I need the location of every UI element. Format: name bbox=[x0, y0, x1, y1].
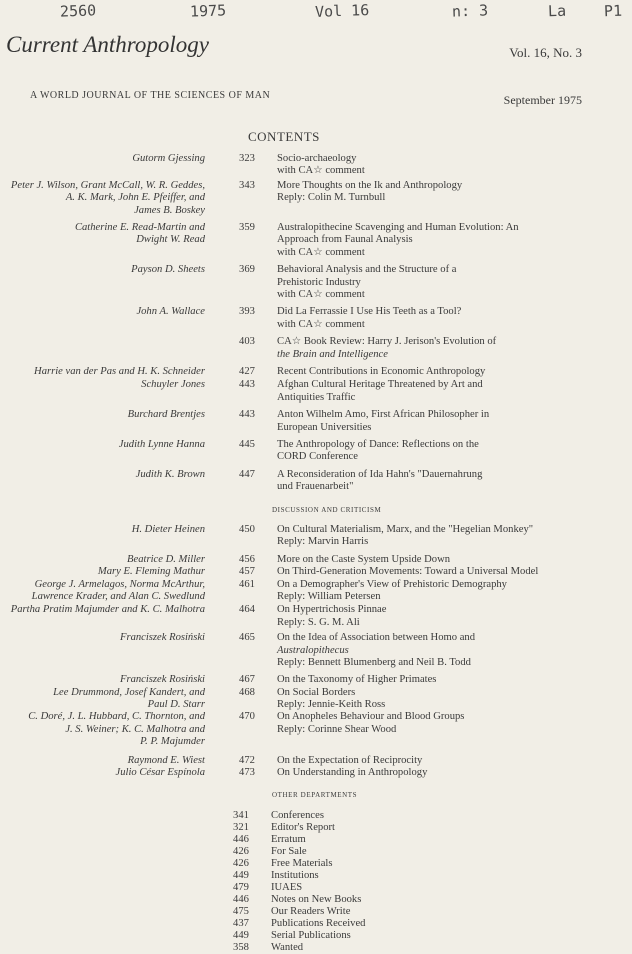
author-line: Lawrence Krader, and Alan C. Swedlund bbox=[31, 590, 205, 602]
author-line: Dwight W. Read bbox=[136, 234, 205, 246]
discussion-heading: DISCUSSION AND CRITICISM bbox=[272, 505, 382, 514]
entry-title bbox=[277, 409, 577, 434]
entry-title bbox=[277, 306, 577, 331]
title-line: Reply: Corinne Shear Wood bbox=[277, 723, 397, 735]
author-line: Franciszek Rosiński bbox=[119, 674, 205, 686]
handwritten-note: 2560 bbox=[59, 1, 97, 21]
department-item bbox=[0, 846, 632, 858]
entry-title bbox=[277, 674, 577, 686]
department-title: Wanted bbox=[271, 941, 304, 953]
toc-entry bbox=[0, 687, 632, 712]
page-number: 446 bbox=[233, 833, 249, 845]
title-line: Reply: Bennett Blumenberg and Neil B. Todd bbox=[277, 656, 471, 668]
entry-title bbox=[277, 153, 577, 178]
page-number: 470 bbox=[239, 711, 255, 723]
toc-entry bbox=[0, 409, 632, 434]
author-line: Harrie van der Pas and H. K. Schneider bbox=[34, 365, 205, 377]
department-title: IUAES bbox=[271, 881, 303, 893]
page-number: 447 bbox=[239, 468, 255, 480]
entry-title bbox=[277, 264, 577, 301]
title-line: Anton Wilhelm Amo, First African Philosopher in bbox=[277, 409, 490, 421]
title-line: Antiquities Traffic bbox=[277, 391, 356, 403]
title-line: More on the Caste System Upside Down bbox=[277, 553, 451, 565]
page-number: 443 bbox=[239, 409, 255, 421]
title-line: On Third-Generation Movements: Toward a Universal Model bbox=[277, 566, 539, 578]
title-line: On the Taxonomy of Higher Primates bbox=[277, 674, 437, 686]
entry-authors bbox=[28, 711, 205, 748]
page-number: 321 bbox=[233, 821, 249, 833]
toc-entry bbox=[0, 306, 632, 331]
author-line: Catherine E. Read-Martin and bbox=[74, 221, 205, 233]
title-line: Behavioral Analysis and the Structure of a bbox=[277, 264, 457, 276]
entry-authors bbox=[53, 687, 205, 712]
page-number: 446 bbox=[233, 893, 249, 905]
title-line: Prehistoric Industry bbox=[277, 276, 361, 288]
page-number: 323 bbox=[239, 153, 255, 164]
page-number: 437 bbox=[233, 917, 249, 929]
author-line: Payson D. Sheets bbox=[131, 264, 205, 276]
entry-authors bbox=[11, 180, 205, 217]
entry-title bbox=[277, 554, 577, 566]
title-line: Australopithecine Scavenging and Human Evolution: An bbox=[277, 221, 519, 233]
toc-entry bbox=[0, 755, 632, 767]
entry-title bbox=[277, 767, 577, 779]
entry-authors bbox=[119, 439, 205, 451]
entry-authors bbox=[32, 579, 205, 604]
entry-authors bbox=[132, 524, 205, 536]
entry-title bbox=[277, 524, 577, 549]
department-title: Conferences bbox=[271, 809, 324, 821]
handwritten-note: Vol 16 bbox=[314, 1, 370, 21]
department-item bbox=[0, 942, 632, 954]
title-line: On a Demographer's View of Prehistoric Demography bbox=[277, 578, 507, 590]
department-title: Erratum bbox=[271, 833, 306, 845]
department-title: Publications Received bbox=[271, 917, 366, 929]
title-line: More Thoughts on the Ik and Anthropology bbox=[277, 179, 463, 191]
page-number: 472 bbox=[239, 754, 255, 766]
department-item bbox=[0, 822, 632, 834]
entry-title bbox=[277, 632, 577, 669]
page-number: 426 bbox=[233, 845, 249, 857]
title-line: Afghan Cultural Heritage Threatened by Art and bbox=[277, 379, 483, 391]
entry-authors bbox=[136, 469, 205, 481]
author-line: George J. Armelagos, Norma McArthur, bbox=[34, 578, 205, 590]
toc-entry bbox=[0, 153, 632, 178]
department-item bbox=[0, 906, 632, 918]
page-number: 464 bbox=[239, 604, 255, 616]
toc-entry bbox=[0, 711, 632, 748]
toc-entry bbox=[0, 366, 632, 378]
journal-title: Current Anthropology bbox=[6, 32, 209, 57]
title-line: Reply: William Petersen bbox=[277, 590, 381, 602]
department-title: For Sale bbox=[271, 845, 307, 857]
toc-entry bbox=[0, 264, 632, 301]
title-line: On Cultural Materialism, Marx, and the "Hegelian Monkey" bbox=[277, 523, 534, 535]
toc-entry bbox=[0, 566, 632, 578]
entry-authors bbox=[136, 306, 205, 318]
author-line: Lee Drummond, Josef Kandert, and bbox=[53, 686, 205, 698]
toc-entry bbox=[0, 579, 632, 604]
department-title: Institutions bbox=[271, 869, 319, 881]
volume-number: Vol. 16, No. 3 bbox=[509, 45, 582, 60]
title-line: with CA☆ comment bbox=[277, 318, 365, 330]
departments-heading: OTHER DEPARTMENTS bbox=[272, 791, 358, 800]
title-line: Reply: Colin M. Turnbull bbox=[277, 192, 386, 204]
entry-authors bbox=[128, 755, 205, 767]
entry-authors bbox=[75, 222, 205, 247]
title-line: CA☆ Book Review: Harry J. Jerison's Evolution of bbox=[277, 336, 497, 348]
issue-date: September 1975 bbox=[503, 93, 582, 107]
author-line: H. Dieter Heinen bbox=[131, 523, 205, 535]
title-line: On Understanding in Anthropology bbox=[277, 767, 428, 779]
handwritten-note: La bbox=[547, 1, 567, 21]
page-number: 468 bbox=[239, 686, 255, 698]
toc-entry bbox=[0, 524, 632, 549]
toc-entry bbox=[0, 180, 632, 217]
page-number: 449 bbox=[233, 929, 249, 941]
department-item bbox=[0, 858, 632, 870]
page-number: 393 bbox=[239, 306, 255, 318]
toc-entry bbox=[0, 379, 632, 404]
author-line: Partha Pratim Majumder and K. C. Malhotra bbox=[10, 604, 205, 616]
title-line: with CA☆ comment bbox=[277, 246, 365, 258]
author-line: Raymond E. Wiest bbox=[127, 754, 205, 766]
entry-title bbox=[277, 336, 577, 361]
title-line: Australopithecus bbox=[277, 644, 349, 656]
page-number: 450 bbox=[239, 523, 255, 535]
entry-title bbox=[277, 687, 577, 712]
entry-title bbox=[277, 711, 577, 736]
title-line: the Brain and Intelligence bbox=[277, 348, 388, 360]
author-line: Julio César Espínola bbox=[115, 767, 205, 779]
page-number: 359 bbox=[239, 221, 255, 233]
entry-title bbox=[277, 469, 577, 494]
title-line: with CA☆ comment bbox=[277, 288, 365, 300]
page-number: 461 bbox=[239, 578, 255, 590]
handwritten-note: 1975 bbox=[189, 1, 227, 21]
entry-authors bbox=[120, 674, 205, 686]
author-line: A. K. Mark, John E. Pfeiffer, and bbox=[65, 192, 205, 204]
entry-title bbox=[277, 604, 577, 629]
entry-title bbox=[277, 379, 577, 404]
toc-entry bbox=[0, 222, 632, 259]
page-number: 341 bbox=[233, 809, 249, 821]
toc-entry bbox=[0, 469, 632, 494]
page-number: 445 bbox=[239, 438, 255, 450]
page-number: 358 bbox=[233, 941, 249, 953]
toc-entry bbox=[0, 439, 632, 464]
department-title: Editor's Report bbox=[271, 821, 335, 833]
toc-entry bbox=[0, 632, 632, 669]
handwritten-note: n: 3 bbox=[451, 1, 489, 21]
department-item bbox=[0, 918, 632, 930]
page-number: 467 bbox=[239, 674, 255, 686]
title-line: On the Expectation of Reciprocity bbox=[277, 754, 423, 766]
author-line: C. Doré, J. L. Hubbard, C. Thornton, and bbox=[28, 711, 205, 723]
department-title: Free Materials bbox=[271, 857, 333, 869]
author-line: Beatrice D. Miller bbox=[127, 553, 205, 565]
toc-entry bbox=[0, 767, 632, 779]
entry-authors bbox=[116, 767, 205, 779]
entry-authors bbox=[128, 409, 205, 421]
title-line: Did La Ferrassie I Use His Teeth as a Tool? bbox=[277, 306, 462, 318]
page-number: 479 bbox=[233, 881, 249, 893]
entry-authors bbox=[34, 366, 205, 378]
department-item bbox=[0, 882, 632, 894]
entry-title bbox=[277, 180, 577, 205]
title-line: On Anopheles Behaviour and Blood Groups bbox=[277, 711, 465, 723]
entry-authors bbox=[127, 554, 205, 566]
author-line: Burchard Brentjes bbox=[127, 409, 205, 421]
author-line: Mary E. Fleming Mathur bbox=[97, 566, 205, 578]
entry-title bbox=[277, 439, 577, 464]
department-title: Serial Publications bbox=[271, 929, 351, 941]
contents-list bbox=[0, 150, 632, 954]
title-line: A Reconsideration of Ida Hahn's "Dauernahrung bbox=[277, 468, 483, 480]
entry-title bbox=[277, 579, 577, 604]
journal-subtitle: A WORLD JOURNAL OF THE SCIENCES OF MAN bbox=[30, 90, 271, 101]
toc-entry bbox=[0, 604, 632, 629]
author-line: Gutorm Gjessing bbox=[132, 153, 205, 164]
page-number: 465 bbox=[239, 632, 255, 644]
author-line: Schuyler Jones bbox=[141, 379, 205, 391]
title-line: Recent Contributions in Economic Anthropology bbox=[277, 365, 486, 377]
entry-title bbox=[277, 366, 577, 378]
page-number: 457 bbox=[239, 566, 255, 578]
page-number: 475 bbox=[233, 905, 249, 917]
department-item bbox=[0, 870, 632, 882]
title-line: with CA☆ comment bbox=[277, 165, 365, 177]
page-number: 427 bbox=[239, 365, 255, 377]
department-title: Notes on New Books bbox=[271, 893, 362, 905]
author-line: J. S. Weiner; K. C. Malhotra and bbox=[65, 723, 205, 735]
title-line: Reply: S. G. M. Ali bbox=[277, 616, 360, 628]
entry-title bbox=[277, 566, 577, 578]
author-line: John A. Wallace bbox=[136, 306, 205, 318]
author-line: Judith K. Brown bbox=[135, 468, 205, 480]
page-number: 369 bbox=[239, 264, 255, 276]
handwritten-note: P1 bbox=[603, 1, 623, 21]
title-line: On the Idea of Association between Homo and bbox=[277, 632, 475, 644]
title-line: Reply: Marvin Harris bbox=[277, 536, 369, 548]
page-number: 343 bbox=[239, 179, 255, 191]
title-line: Reply: Jennie-Keith Ross bbox=[277, 699, 386, 711]
author-line: Peter J. Wilson, Grant McCall, W. R. Geddes, bbox=[10, 179, 205, 191]
entry-title bbox=[277, 222, 577, 259]
page-number: 443 bbox=[239, 379, 255, 391]
department-item bbox=[0, 930, 632, 942]
author-line: P. P. Majumder bbox=[140, 736, 205, 748]
page-number: 403 bbox=[239, 336, 255, 348]
entry-authors bbox=[120, 632, 205, 644]
title-line: On Hypertrichosis Pinnae bbox=[277, 604, 387, 616]
page-number: 449 bbox=[233, 869, 249, 881]
author-line: Franciszek Rosiński bbox=[119, 632, 205, 644]
toc-entry bbox=[0, 554, 632, 566]
title-line: European Universities bbox=[277, 421, 372, 433]
entry-authors bbox=[98, 566, 205, 578]
title-line: On Social Borders bbox=[277, 686, 356, 698]
page-number: 426 bbox=[233, 857, 249, 869]
title-line: Socio-archaeology bbox=[277, 153, 357, 164]
department-item bbox=[0, 834, 632, 846]
title-line: und Frauenarbeit" bbox=[277, 481, 354, 493]
toc-entry bbox=[0, 674, 632, 686]
contents-heading: CONTENTS bbox=[248, 129, 320, 144]
entry-title bbox=[277, 755, 577, 767]
entry-authors bbox=[141, 379, 205, 391]
author-line: Judith Lynne Hanna bbox=[118, 438, 205, 450]
entry-authors bbox=[131, 264, 205, 276]
page-number: 473 bbox=[239, 767, 255, 779]
title-line: The Anthropology of Dance: Reflections on the bbox=[277, 438, 479, 450]
title-line: CORD Conference bbox=[277, 451, 358, 463]
entry-authors bbox=[132, 153, 205, 165]
author-line: Paul D. Starr bbox=[147, 699, 205, 711]
page-number: 456 bbox=[239, 553, 255, 565]
entry-authors bbox=[11, 604, 205, 616]
department-item bbox=[0, 810, 632, 822]
department-title: Our Readers Write bbox=[271, 905, 351, 917]
author-line: James B. Boskey bbox=[134, 204, 205, 216]
title-line: Approach from Faunal Analysis bbox=[277, 234, 413, 246]
toc-entry bbox=[0, 336, 632, 361]
